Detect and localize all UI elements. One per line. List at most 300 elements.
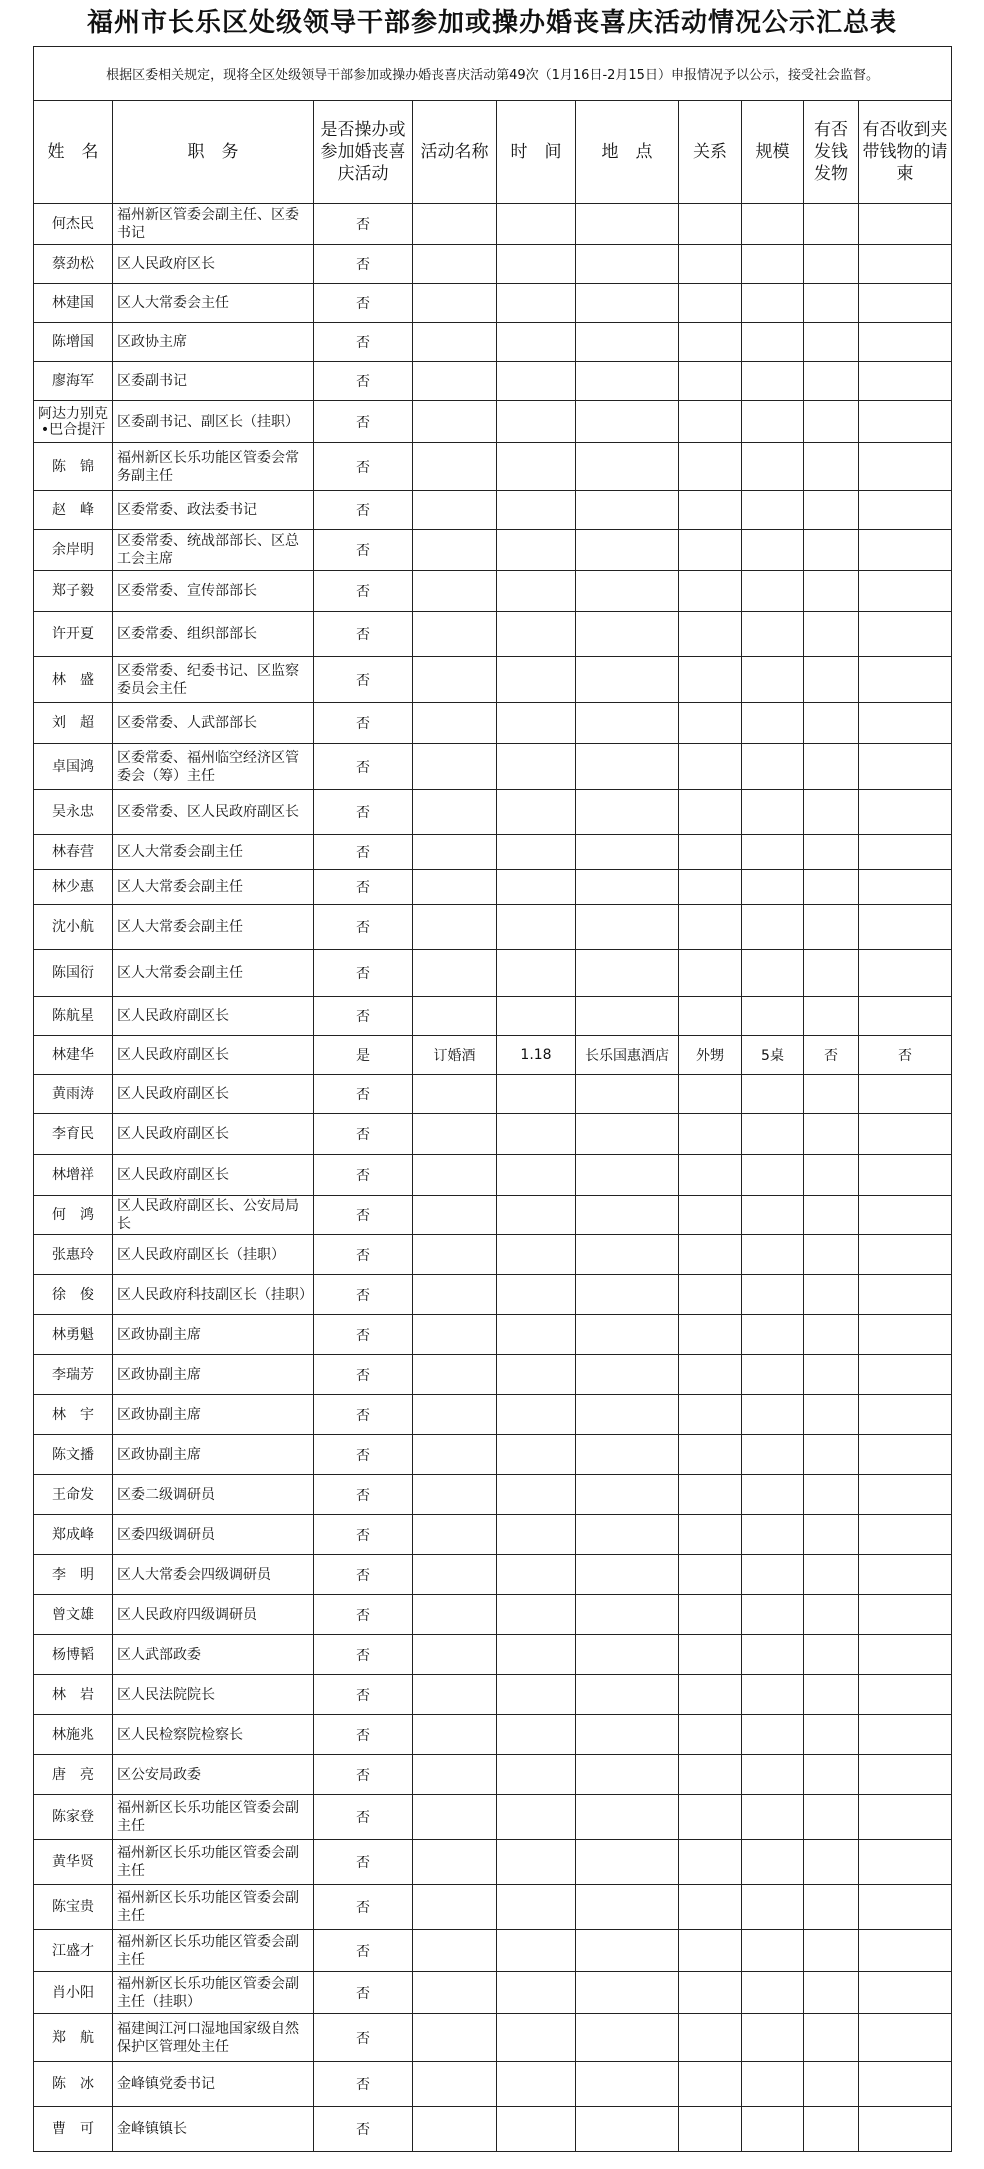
cell-cash-invitations (859, 870, 952, 905)
table-row (34, 1315, 952, 1355)
cell-relation (679, 1395, 742, 1435)
cell-event-name (413, 1515, 497, 1555)
cell-event-name (413, 870, 497, 905)
cell-name: 廖海军 (34, 362, 113, 401)
cell-time (497, 1075, 576, 1114)
cell-scale (742, 1675, 804, 1715)
cell-time (497, 1155, 576, 1196)
cell-position: 区公安局政委 (113, 1755, 314, 1795)
cell-scale (742, 1840, 804, 1885)
cell-relation (679, 835, 742, 870)
cell-money-gifts (804, 1315, 859, 1355)
cell-participated: 否 (314, 1355, 413, 1395)
page-title: 福州市长乐区处级领导干部参加或操办婚丧喜庆活动情况公示汇总表 (86, 8, 897, 38)
cell-money-gifts (804, 362, 859, 401)
cell-participated: 否 (314, 2107, 413, 2152)
cell-participated: 否 (314, 744, 413, 790)
cell-scale (742, 284, 804, 323)
cell-relation (679, 657, 742, 703)
cell-cash-invitations (859, 703, 952, 744)
cell-time (497, 835, 576, 870)
cell-cash-invitations (859, 612, 952, 657)
cell-position: 区人民检察院检察长 (113, 1715, 314, 1755)
table-row (34, 1275, 952, 1315)
cell-relation (679, 323, 742, 362)
cell-participated: 否 (314, 1930, 413, 1972)
cell-cash-invitations (859, 571, 952, 612)
cell-event-name (413, 1315, 497, 1355)
cell-participated: 否 (314, 1795, 413, 1840)
cell-name: 何杰民 (34, 204, 113, 245)
cell-name: 陈宝贵 (34, 1885, 113, 1930)
header-cash-invitations: 有否收到夹带钱物的请柬 (859, 101, 952, 204)
table-row (34, 1515, 952, 1555)
table-row (34, 1675, 952, 1715)
cell-place (576, 204, 679, 245)
cell-participated: 否 (314, 1715, 413, 1755)
cell-cash-invitations (859, 1555, 952, 1595)
table-row (34, 1036, 952, 1075)
table-row (34, 2107, 952, 2152)
cell-money-gifts (804, 1196, 859, 1235)
table-row (34, 905, 952, 950)
cell-time (497, 401, 576, 443)
cell-participated: 否 (314, 703, 413, 744)
cell-time (497, 1555, 576, 1595)
cell-position: 区委常委、政法委书记 (113, 491, 314, 530)
cell-participated: 否 (314, 491, 413, 530)
cell-name: 黄雨涛 (34, 1075, 113, 1114)
cell-position: 福州新区长乐功能区管委会副主任 (113, 1885, 314, 1930)
cell-money-gifts (804, 245, 859, 284)
cell-time (497, 1475, 576, 1515)
cell-scale (742, 2062, 804, 2107)
cell-event-name (413, 790, 497, 835)
cell-position: 区人民政府科技副区长（挂职） (113, 1275, 314, 1315)
cell-event-name (413, 1155, 497, 1196)
cell-participated: 否 (314, 1435, 413, 1475)
cell-relation (679, 1715, 742, 1755)
table-row (34, 612, 952, 657)
cell-place (576, 1555, 679, 1595)
cell-place (576, 1795, 679, 1840)
header-name: 姓 名 (34, 101, 113, 204)
cell-time (497, 1235, 576, 1275)
cell-name: 余岸明 (34, 530, 113, 571)
cell-time (497, 1972, 576, 2014)
cell-time (497, 744, 576, 790)
cell-event-name (413, 1795, 497, 1840)
cell-place (576, 612, 679, 657)
cell-name: 何 鸿 (34, 1196, 113, 1235)
cell-cash-invitations (859, 835, 952, 870)
cell-participated: 否 (314, 1114, 413, 1155)
table-row (34, 1885, 952, 1930)
cell-position: 区委常委、组织部部长 (113, 612, 314, 657)
cell-name: 肖小阳 (34, 1972, 113, 2014)
cell-participated: 否 (314, 1196, 413, 1235)
cell-scale (742, 1930, 804, 1972)
cell-time (497, 1114, 576, 1155)
cell-place (576, 1840, 679, 1885)
cell-cash-invitations (859, 1595, 952, 1635)
cell-relation (679, 530, 742, 571)
cell-participated: 否 (314, 997, 413, 1036)
cell-relation (679, 1755, 742, 1795)
cell-event-name (413, 744, 497, 790)
cell-scale (742, 491, 804, 530)
cell-participated: 是 (314, 1036, 413, 1075)
table-row (34, 703, 952, 744)
cell-time (497, 1275, 576, 1315)
cell-scale (742, 245, 804, 284)
table-row (34, 870, 952, 905)
cell-position: 区人大常委会副主任 (113, 835, 314, 870)
cell-scale (742, 1635, 804, 1675)
cell-relation (679, 744, 742, 790)
cell-position: 区人民政府副区长 (113, 1036, 314, 1075)
cell-position: 区委四级调研员 (113, 1515, 314, 1555)
cell-relation (679, 1075, 742, 1114)
cell-participated: 否 (314, 1885, 413, 1930)
cell-place (576, 1075, 679, 1114)
cell-event-name (413, 1196, 497, 1235)
cell-scale (742, 1475, 804, 1515)
cell-place (576, 703, 679, 744)
cell-name: 林建国 (34, 284, 113, 323)
cell-position: 区人大常委会副主任 (113, 950, 314, 997)
cell-position: 福州新区长乐功能区管委会常务副主任 (113, 443, 314, 491)
cell-participated: 否 (314, 1395, 413, 1435)
cell-event-name (413, 1114, 497, 1155)
cell-cash-invitations (859, 1155, 952, 1196)
cell-cash-invitations (859, 790, 952, 835)
cell-scale (742, 1155, 804, 1196)
cell-cash-invitations (859, 1635, 952, 1675)
table-row (34, 401, 952, 443)
cell-position: 区委常委、宣传部部长 (113, 571, 314, 612)
cell-event-name: 订婚酒 (413, 1036, 497, 1075)
cell-participated: 否 (314, 835, 413, 870)
cell-event-name (413, 323, 497, 362)
cell-participated: 否 (314, 571, 413, 612)
cell-place (576, 1755, 679, 1795)
cell-cash-invitations (859, 905, 952, 950)
cell-event-name (413, 905, 497, 950)
cell-relation (679, 1795, 742, 1840)
cell-place (576, 657, 679, 703)
header-row (34, 101, 952, 204)
cell-cash-invitations (859, 950, 952, 997)
cell-name: 林建华 (34, 1036, 113, 1075)
cell-time (497, 1675, 576, 1715)
table-row (34, 835, 952, 870)
cell-participated: 否 (314, 1235, 413, 1275)
cell-participated: 否 (314, 1755, 413, 1795)
cell-name: 林春营 (34, 835, 113, 870)
cell-event-name (413, 1972, 497, 2014)
cell-position: 区人大常委会四级调研员 (113, 1555, 314, 1595)
cell-scale (742, 1595, 804, 1635)
cell-time (497, 1355, 576, 1395)
cell-scale (742, 1196, 804, 1235)
cell-money-gifts (804, 204, 859, 245)
cell-money-gifts (804, 790, 859, 835)
cell-time (497, 790, 576, 835)
cell-position: 区人民政府副区长 (113, 1155, 314, 1196)
cell-event-name (413, 1840, 497, 1885)
header-scale: 规模 (742, 101, 804, 204)
cell-place (576, 362, 679, 401)
cell-position: 金峰镇镇长 (113, 2107, 314, 2152)
cell-relation (679, 245, 742, 284)
cell-event-name (413, 1275, 497, 1315)
cell-scale (742, 905, 804, 950)
cell-scale (742, 1715, 804, 1755)
cell-participated: 否 (314, 2014, 413, 2062)
cell-scale (742, 657, 804, 703)
cell-name: 杨博韬 (34, 1635, 113, 1675)
cell-position: 金峰镇党委书记 (113, 2062, 314, 2107)
cell-place (576, 2107, 679, 2152)
cell-event-name (413, 950, 497, 997)
cell-position: 区委副书记 (113, 362, 314, 401)
cell-name: 张惠玲 (34, 1235, 113, 1275)
cell-scale (742, 1275, 804, 1315)
cell-money-gifts (804, 612, 859, 657)
cell-relation (679, 870, 742, 905)
cell-position: 福州新区长乐功能区管委会副主任 (113, 1795, 314, 1840)
cell-event-name (413, 443, 497, 491)
cell-event-name (413, 1635, 497, 1675)
cell-money-gifts (804, 443, 859, 491)
cell-participated: 否 (314, 950, 413, 997)
cell-cash-invitations (859, 1435, 952, 1475)
cell-place (576, 744, 679, 790)
cell-cash-invitations: 否 (859, 1036, 952, 1075)
cell-event-name (413, 835, 497, 870)
cell-relation (679, 1930, 742, 1972)
cell-scale (742, 571, 804, 612)
cell-scale (742, 362, 804, 401)
cell-cash-invitations (859, 2062, 952, 2107)
cell-money-gifts (804, 1114, 859, 1155)
cell-place (576, 1235, 679, 1275)
cell-name: 陈家登 (34, 1795, 113, 1840)
cell-money-gifts (804, 1930, 859, 1972)
cell-scale (742, 1435, 804, 1475)
cell-relation (679, 1275, 742, 1315)
cell-name: 曾文雄 (34, 1595, 113, 1635)
cell-time (497, 2062, 576, 2107)
cell-relation (679, 1840, 742, 1885)
cell-position: 区人武部政委 (113, 1635, 314, 1675)
cell-name: 赵 峰 (34, 491, 113, 530)
cell-name: 李瑞芳 (34, 1355, 113, 1395)
cell-position: 区委常委、统战部部长、区总工会主席 (113, 530, 314, 571)
cell-name: 陈航星 (34, 997, 113, 1036)
cell-scale (742, 703, 804, 744)
cell-time (497, 612, 576, 657)
cell-money-gifts (804, 1515, 859, 1555)
cell-event-name (413, 1885, 497, 1930)
cell-participated: 否 (314, 323, 413, 362)
cell-scale (742, 443, 804, 491)
cell-scale (742, 401, 804, 443)
cell-relation (679, 1635, 742, 1675)
cell-scale (742, 2014, 804, 2062)
table-row (34, 530, 952, 571)
cell-time (497, 1755, 576, 1795)
cell-relation (679, 950, 742, 997)
cell-cash-invitations (859, 1315, 952, 1355)
cell-name: 吴永忠 (34, 790, 113, 835)
cell-money-gifts (804, 1075, 859, 1114)
cell-name: 刘 超 (34, 703, 113, 744)
cell-time (497, 245, 576, 284)
cell-money-gifts (804, 284, 859, 323)
cell-cash-invitations (859, 284, 952, 323)
cell-event-name (413, 1555, 497, 1595)
cell-scale (742, 870, 804, 905)
cell-event-name (413, 1355, 497, 1395)
cell-event-name (413, 1675, 497, 1715)
cell-position: 区委常委、福州临空经济区管委会（筹）主任 (113, 744, 314, 790)
cell-money-gifts (804, 703, 859, 744)
cell-place (576, 1114, 679, 1155)
cell-place (576, 530, 679, 571)
cell-scale (742, 1395, 804, 1435)
cell-participated: 否 (314, 612, 413, 657)
cell-time (497, 703, 576, 744)
cell-relation (679, 1885, 742, 1930)
cell-name: 阿达力别克•巴合提汗 (34, 401, 113, 443)
cell-cash-invitations (859, 1475, 952, 1515)
cell-money-gifts (804, 950, 859, 997)
cell-relation (679, 1595, 742, 1635)
cell-position: 区人大常委会副主任 (113, 870, 314, 905)
table-row (34, 1475, 952, 1515)
cell-relation (679, 905, 742, 950)
cell-time (497, 1930, 576, 1972)
cell-event-name (413, 1435, 497, 1475)
cell-time (497, 204, 576, 245)
cell-relation (679, 2107, 742, 2152)
cell-name: 陈文播 (34, 1435, 113, 1475)
cell-place (576, 2062, 679, 2107)
cell-event-name (413, 401, 497, 443)
cell-cash-invitations (859, 997, 952, 1036)
cell-money-gifts (804, 1435, 859, 1475)
cell-scale (742, 1885, 804, 1930)
cell-relation (679, 362, 742, 401)
cell-event-name (413, 2014, 497, 2062)
cell-place (576, 245, 679, 284)
cell-cash-invitations (859, 1840, 952, 1885)
cell-event-name (413, 530, 497, 571)
summary-table (33, 46, 952, 2152)
cell-event-name (413, 1595, 497, 1635)
cell-money-gifts (804, 2014, 859, 2062)
cell-money-gifts (804, 401, 859, 443)
cell-event-name (413, 1395, 497, 1435)
cell-time (497, 1635, 576, 1675)
cell-scale (742, 1755, 804, 1795)
cell-scale (742, 997, 804, 1036)
cell-position: 区委常委、区人民政府副区长 (113, 790, 314, 835)
cell-money-gifts (804, 1555, 859, 1595)
cell-name: 卓国鸿 (34, 744, 113, 790)
cell-cash-invitations (859, 1075, 952, 1114)
cell-name: 陈增国 (34, 323, 113, 362)
cell-place (576, 870, 679, 905)
cell-place (576, 1635, 679, 1675)
cell-position: 区人民政府副区长 (113, 1114, 314, 1155)
cell-money-gifts (804, 1715, 859, 1755)
cell-relation (679, 1114, 742, 1155)
cell-event-name (413, 1930, 497, 1972)
table-row (34, 1755, 952, 1795)
table-row (34, 1715, 952, 1755)
cell-scale (742, 1235, 804, 1275)
cell-time (497, 571, 576, 612)
cell-position: 区人民政府副区长（挂职） (113, 1235, 314, 1275)
cell-place (576, 905, 679, 950)
cell-participated: 否 (314, 870, 413, 905)
cell-participated: 否 (314, 1475, 413, 1515)
table-row (34, 1930, 952, 1972)
cell-name: 唐 亮 (34, 1755, 113, 1795)
cell-cash-invitations (859, 1675, 952, 1715)
cell-relation (679, 284, 742, 323)
table-row (34, 657, 952, 703)
cell-money-gifts (804, 1755, 859, 1795)
cell-cash-invitations (859, 2107, 952, 2152)
cell-position: 区政协副主席 (113, 1355, 314, 1395)
cell-money-gifts (804, 530, 859, 571)
cell-name: 林增祥 (34, 1155, 113, 1196)
cell-cash-invitations (859, 744, 952, 790)
cell-money-gifts (804, 905, 859, 950)
cell-participated: 否 (314, 204, 413, 245)
cell-time (497, 950, 576, 997)
cell-cash-invitations (859, 1930, 952, 1972)
cell-money-gifts (804, 1155, 859, 1196)
cell-scale (742, 1355, 804, 1395)
cell-name: 黄华贤 (34, 1840, 113, 1885)
cell-event-name (413, 1475, 497, 1515)
cell-money-gifts (804, 491, 859, 530)
cell-place (576, 1715, 679, 1755)
cell-money-gifts (804, 997, 859, 1036)
cell-cash-invitations (859, 1715, 952, 1755)
cell-place (576, 790, 679, 835)
cell-cash-invitations (859, 362, 952, 401)
cell-time (497, 997, 576, 1036)
table-row (34, 997, 952, 1036)
cell-money-gifts (804, 2062, 859, 2107)
cell-place (576, 997, 679, 1036)
cell-cash-invitations (859, 1114, 952, 1155)
table-row (34, 1840, 952, 1885)
cell-place (576, 1885, 679, 1930)
table-row (34, 284, 952, 323)
cell-name: 曹 可 (34, 2107, 113, 2152)
cell-relation (679, 571, 742, 612)
cell-event-name (413, 2062, 497, 2107)
cell-participated: 否 (314, 1515, 413, 1555)
cell-position: 区政协副主席 (113, 1315, 314, 1355)
